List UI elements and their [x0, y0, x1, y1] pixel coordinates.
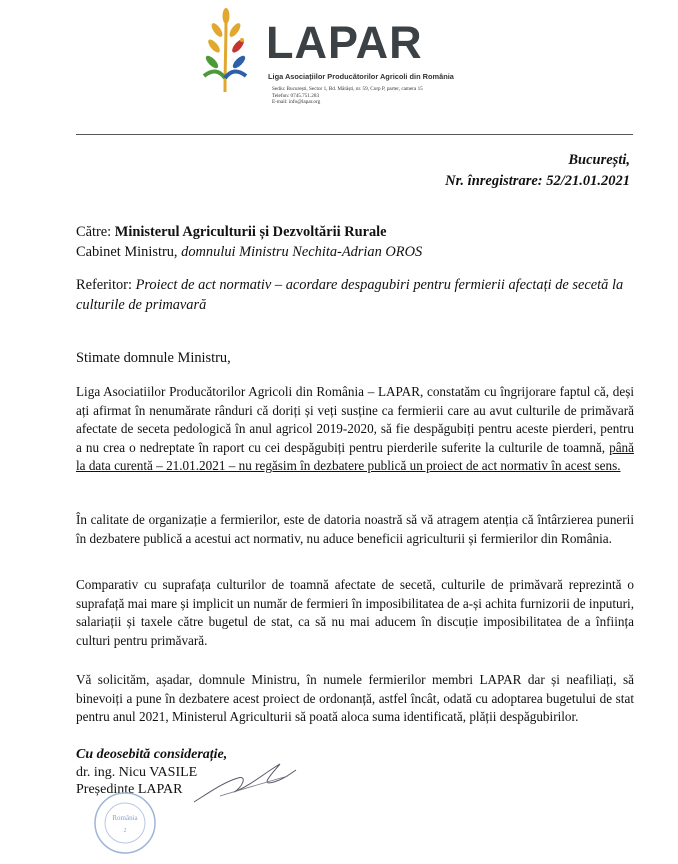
to-label: Către: — [76, 224, 112, 240]
header-divider — [76, 134, 633, 135]
paragraph-1-underlined: până la data curentă – 21.01.2021 – nu regăsim în dezbatere publică un proiect de act normativ în acest sens. — [76, 439, 634, 474]
city: București, — [568, 152, 630, 168]
stamp-text: România — [112, 814, 138, 822]
contact-email: E-mail: info@lapar.org — [272, 99, 321, 106]
closing-formula: Cu deosebită considerație, — [76, 747, 228, 762]
paragraph-3: Comparativ cu suprafața culturilor de toamnă afectate de secetă, culturile de primăvară reprezintă o suprafață mai mare și implicit un număr de fermieri în imposibilitatea de a-și achita furnizorii de inputuri, salariații și taxele către bugetul de stat, ca să nu mai aducem în discuție imposibilitatea de a înființa culturi pentru primăvară. — [76, 577, 634, 648]
signer-role: Președinte LAPAR — [76, 782, 183, 798]
paragraph-1 — [76, 383, 634, 476]
to-name: Ministerul Agriculturii și Dezvoltării Rurale — [114, 224, 387, 240]
paragraph-1-text: Liga Asociatiilor Producătorilor Agricoli din România – LAPAR, constatăm cu îngrijorare faptul că, deși ați afirmat în nenumărate rânduri că doriți și veți susține ca fermierii care au avut culturile de primăvară afectate de seceta pedologică în anul agricol 2019-2020, să fie despăgubiți pentru aceste pierderi, pentru a nu crea o nedreptate în raport cu cei despăgubiți pentru pierderile suferite la culturile de toamnă, — [76, 384, 634, 455]
paragraph-2: În calitate de organizație a fermierilor, este de datoria noastră să vă atragem atenția că întârzierea punerii în dezbatere publică a acestui act normativ, nu aduce beneficii agriculturii și fermierilor din România. — [76, 512, 634, 546]
contact-block — [272, 86, 423, 106]
subject-text: Proiect de act normativ – acordare despagubiri pentru fermierii afectați de secetă la culturile de primavară — [76, 277, 624, 313]
subject-line — [76, 275, 636, 315]
svg-text:2: 2 — [123, 828, 127, 834]
cabinet-name: domnului Ministru Nechita-Adrian OROS — [181, 244, 423, 260]
contact-address: Sediu: București, Sector 1, Bd. Mărăști, nr. 59, Corp P, parter, camera 15 — [272, 86, 423, 92]
handwritten-signature — [190, 752, 300, 812]
salutation: Stimate domnule Ministru, — [76, 350, 231, 366]
letterhead — [192, 6, 492, 118]
brand-name: LAPAR — [266, 17, 423, 68]
cabinet-label: Cabinet Ministru, — [76, 244, 178, 260]
brand-subtitle: Liga Asociațiilor Producătorilor Agricoli din România — [268, 72, 454, 81]
official-stamp — [92, 790, 158, 856]
registration-number: Nr. înregistrare: 52/21.01.2021 — [445, 173, 630, 189]
signer-name: dr. ing. Nicu VASILE — [76, 764, 198, 780]
lapar-logo-icon — [192, 6, 258, 96]
addressee-block — [76, 222, 422, 262]
subject-label: Referitor: — [76, 277, 132, 293]
paragraph-4: Vă solicităm, așadar, domnule Ministru, în numele fermierilor membri LAPAR dar și neafiliați, să binevoiți a pune în dezbatere acest proiect de ordonanță, astfel încât, odată cu adoptarea bugetului de stat pentru anul 2021, Ministerul Agriculturii să poată aloca suma identificată, plății despăgubirilor. — [76, 672, 634, 725]
date-block — [445, 150, 630, 192]
contact-phone: Telefon: 0745.751.283 — [272, 92, 320, 99]
